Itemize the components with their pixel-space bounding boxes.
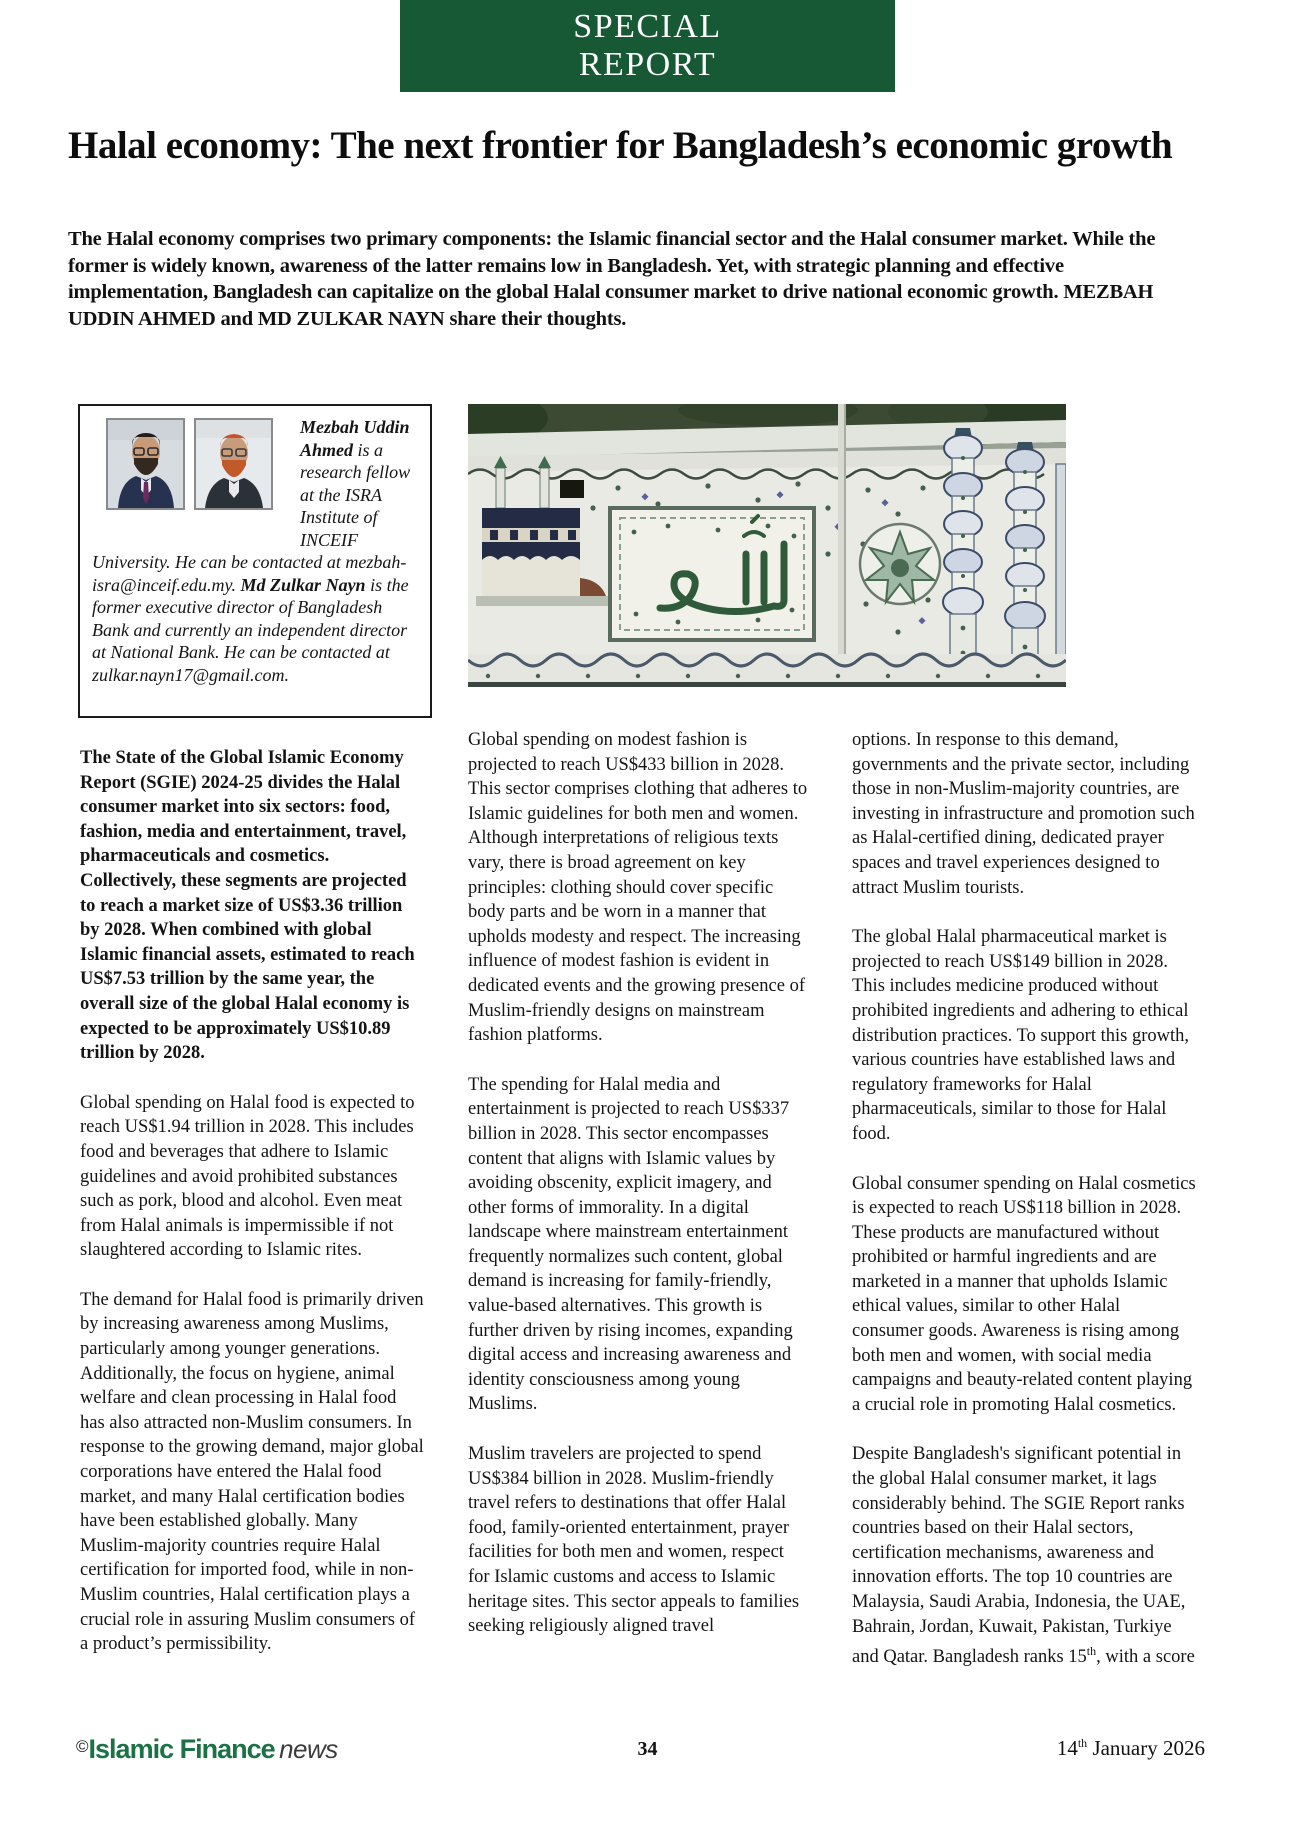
article-column-3 (852, 728, 1196, 1695)
article-paragraph: The global Halal pharmaceutical market is projected to reach US$149 billion in 2028. This includes medicine produced without prohibited ingredients and adhering to ethical distribution practices. To support this growth, various countries have established laws and regulatory frameworks for Halal pharmaceuticals, similar to those for Halal food. (852, 927, 1189, 1144)
allah-calligraphy-panel (610, 508, 814, 640)
banner-line-2: REPORT (578, 46, 717, 83)
author-photos (106, 418, 292, 530)
date-rest: January 2026 (1087, 1736, 1205, 1760)
author-name-1: Mezbah Uddin Ahmed (300, 417, 410, 460)
article-standfirst: The Halal economy comprises two primary components: the Islamic financial sector and the Halal consumer market. While the former is widely known, awareness of the latter remains low in Bangladesh. Yet, with strategic planning and effective implementation, Bangladesh can capitalize on the global Halal consumer market to drive national economic growth. MEZBAH UDDIN AHMED and MD ZULKAR NAYN share their thoughts. (68, 228, 1156, 330)
date-ordinal: th (1077, 1736, 1088, 1750)
paragraph-text: Despite Bangladesh's significant potential in the global Halal consumer market, it lags considerably behind. The SGIE Report ranks countries based on their Halal sectors, certification mechanisms, awareness and innovation efforts. The top 10 countries are Malaysia, Saudi Arabia, Indonesia, the UAE, Bahrain, Jordan, Kuwait, Pakistan, Turkiye and Qatar. Bangladesh ranks 15 (852, 1444, 1186, 1668)
brand-news: news (279, 1734, 338, 1764)
article-column-2 (468, 728, 808, 1664)
article-paragraph (852, 1442, 1196, 1670)
author-photo-zulkar (194, 418, 273, 510)
article-paragraph: The spending for Halal media and entertainment is projected to reach US$337 billion in 2028. This sector encompasses content that aligns with Islamic values by avoiding obscenity, explicit imagery, and other forms of immorality. In a digital landscape where mainstream entertainment frequently normalizes such content, global demand is increasing for family-friendly, value-based alternatives. This growth is further driven by rising incomes, expanding digital access and increasing awareness and identity consciousness among young Muslims. (468, 1074, 793, 1415)
article-column-1 (80, 746, 425, 1682)
article-paragraph: Global spending on modest fashion is projected to reach US$433 billion in 2028. This sector comprises clothing that adheres to Islamic guidelines for both men and women. Although interpretations of religious texts vary, there is broad agreement on key principles: clothing should cover specific body parts and be worn in a manner that upholds modesty and respect. The increasing influence of modest fashion is evident in dedicated events and the growing presence of Muslim-friendly designs on mainstream fashion platforms. (468, 730, 808, 1046)
article-paragraph: Muslim travelers are projected to spend US$384 billion in 2028. Muslim-friendly travel refers to destinations that offer Halal food, family-oriented entertainment, prayer facilities for both men and women, respect for Islamic customs and access to Islamic heritage sites. This sector appeals to families seeking religiously aligned travel (468, 1444, 800, 1637)
ordinal-superscript: th (1086, 1644, 1097, 1659)
star-medallion (860, 524, 940, 604)
author-bio-text-2: is the former executive director of Bangladesh Bank and currently an independent director at National Bank. He can be contacted at zulkar.nayn17@gmail.com. (92, 574, 409, 685)
article-headline: Halal economy: The next frontier for Bangladesh’s economic growth (68, 124, 1173, 167)
article-paragraph: The demand for Halal food is primarily driven by increasing awareness among Muslims, particularly among younger generations. Additionally, the focus on hygiene, animal welfare and clean processing in Halal food has also attracted non-Muslim consumers. In response to the growing demand, major global corporations have entered the Halal food market, and many Halal certification bodies have been established globally. Many Muslim-majority countries require Halal certification for imported food, while in non-Muslim countries, Halal certification plays a crucial role in assuring Muslim consumers of a product’s permissibility. (80, 1289, 424, 1655)
page-number: 34 (637, 1738, 658, 1760)
issue-date (1057, 1736, 1205, 1761)
brand-islamic-finance: Islamic Finance (88, 1734, 275, 1764)
article-paragraph: options. In response to this demand, governments and the private sector, including those in non-Muslim-majority countries, are investing in infrastructure and promotion such as Halal-certified dining, dedicated prayer spaces and travel experiences designed to attract Muslim tourists. (852, 730, 1195, 898)
author-bio-text-1: is a research fellow at the ISRA Institute of INCEIF University. He can be contacted at mezbah-isra@inceif.edu.my. (92, 439, 411, 595)
author-name-2: Md Zulkar Nayn (240, 574, 366, 595)
article-paragraph: The State of the Global Islamic Economy Report (SGIE) 2024-25 divides the Halal consumer market into six sectors: food, fashion, media and entertainment, travel, pharmaceuticals and cosmetics. Collectively, these segments are projected to reach a market size of US$3.36 trillion by 2028. When combined with global Islamic financial assets, estimated to reach US$7.53 trillion by the same year, the overall size of the global Halal economy is expected to be approximately US$10.89 trillion by 2028. (80, 748, 415, 1064)
paragraph-text: , with a score (1096, 1647, 1195, 1668)
article-paragraph: Global spending on Halal food is expected to reach US$1.94 trillion in 2028. This includes food and beverages that adhere to Islamic guidelines and avoid prohibited substances such as pork, blood and alcohol. Even meat from Halal animals is impermissible if not slaughtered according to Islamic rites. (80, 1092, 415, 1261)
author-photo-mezbah (106, 418, 185, 510)
date-day: 14 (1056, 1736, 1078, 1760)
copyright-symbol: © (76, 1737, 89, 1756)
special-report-banner (400, 0, 895, 92)
article-paragraph: Global consumer spending on Halal cosmetics is expected to reach US$118 billion in 2028. These products are manufactured without prohibited or harmful ingredients and are marketed in a manner that upholds Islamic ethical values, similar to other Halal consumer goods. Awareness is rising among both men and women, with social media campaigns and beauty-related content playing a crucial role in promoting Halal cosmetics. (852, 1173, 1196, 1415)
author-info-box (78, 404, 432, 718)
banner-line-1: SPECIAL (573, 8, 722, 45)
mosque-mosaic-photo (468, 404, 1066, 687)
